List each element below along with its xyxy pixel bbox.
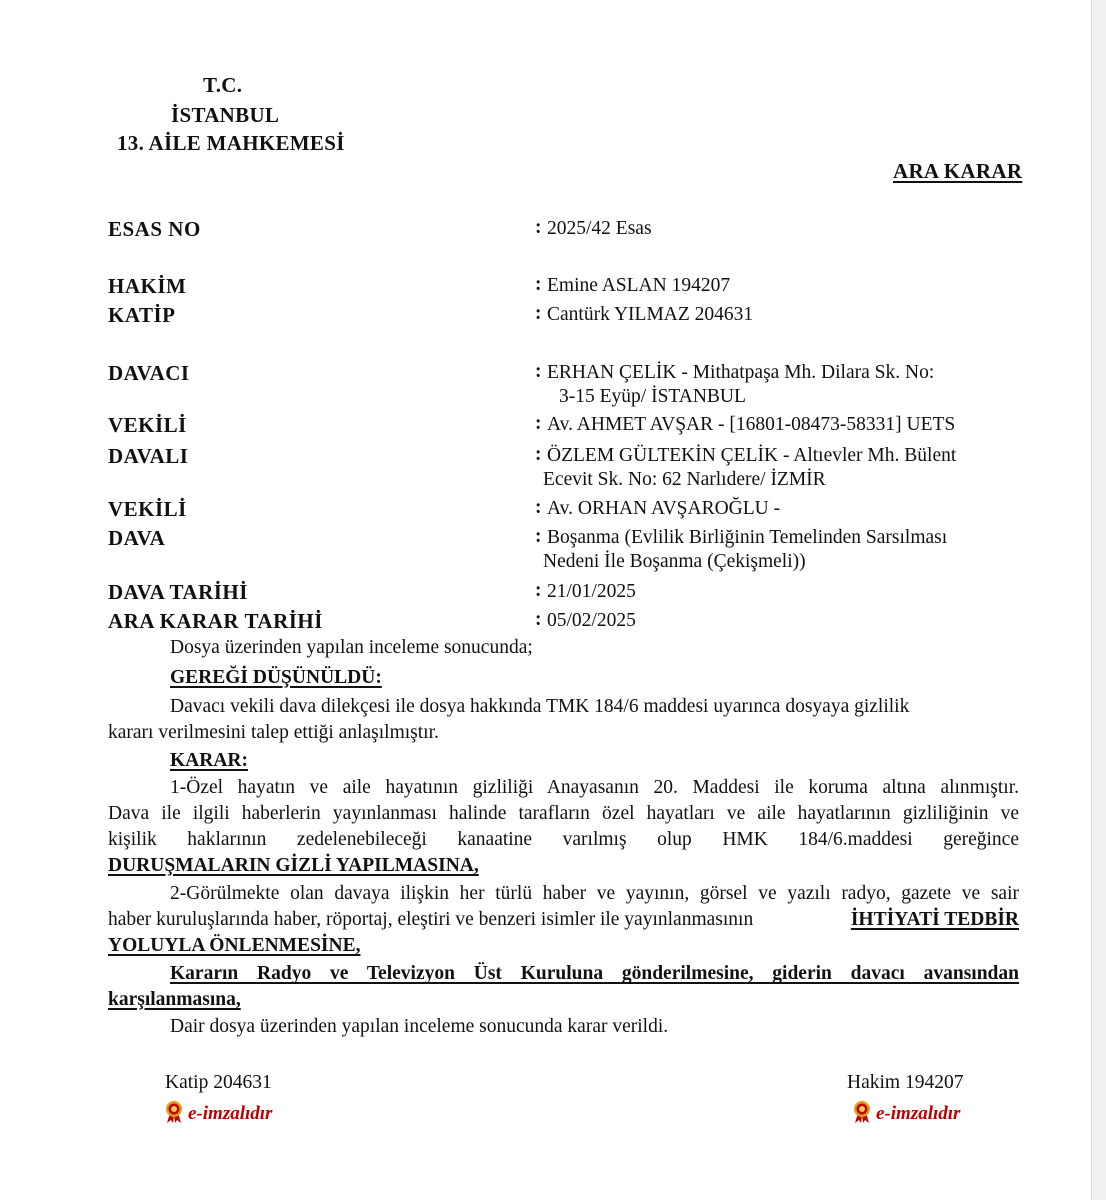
davaci-vekili-label: VEKİLİ [108,413,187,437]
dava-value-line2: Nedeni İle Boşanma (Çekişmeli)) [543,551,806,572]
item2-line2-text: haber kuruluşlarında haber, röportaj, eleştiri ve benzeri isimler ile yayınlanmasının [108,909,754,930]
davali-vekili-value: Av. ORHAN AVŞAROĞLU - [547,498,781,519]
esas-no-colon: : [535,217,542,238]
davaci-colon: : [535,361,542,382]
davali-label: DAVALI [108,444,189,468]
davali-vekili-label: VEKİLİ [108,497,187,521]
davaci-label: DAVACI [108,361,190,385]
item2-line1: 2-Görülmekte olan davaya ilişkin her türlü haber ve yayının, görsel ve yazılı radyo, gazete ve sair [170,883,1019,904]
ara-karar-tarihi-label: ARA KARAR TARİHİ [108,609,323,633]
davali-vekili-colon: : [535,497,542,518]
page-edge [1091,0,1106,1200]
dava-label: DAVA [108,526,166,550]
item1 [108,777,1019,799]
court-city: İSTANBUL [171,103,280,127]
para1-line1: Davacı vekili dava dilekçesi ile dosya hakkında TMK 184/6 maddesi uyarınca dosyaya gizlilik [170,696,910,717]
intro-text: Dosya üzerinden yapılan inceleme sonucunda; [170,637,533,658]
court-country: T.C. [203,73,243,97]
davali-value-line1: ÖZLEM GÜLTEKİN ÇELİK - Altıevler Mh. Bülent [547,445,957,466]
item1-line3: kişilik haklarının zedelenebileceği kanaatine varılmış olup HMK 184/6.maddesi gereğince [108,829,1019,850]
davali-value-line2: Ecevit Sk. No: 62 Narlıdere/ İZMİR [543,469,826,490]
katip-label: KATİP [108,303,176,327]
ara-karar-tarihi-colon: : [535,609,542,630]
davaci-vekili-colon: : [535,413,542,434]
davaci-value-line1: ERHAN ÇELİK - Mithatpaşa Mh. Dilara Sk. No: [547,362,935,383]
item3 [108,963,1019,985]
esas-no-label: ESAS NO [108,217,201,241]
davali-colon: : [535,444,542,465]
item1-line1: 1-Özel hayatın ve aile hayatının gizliliği Anayasanın 20. Maddesi ile koruma altına alınmıştır. [170,777,1019,798]
davaci-vekili-value: Av. AHMET AVŞAR - [16801-08473-58331] UETS [547,414,956,435]
item3-line2: karşılanmasına, [108,989,241,1010]
seal-icon [852,1100,872,1130]
dava-tarihi-label: DAVA TARİHİ [108,580,248,604]
item1-line2: Dava ile ilgili haberlerin yayınlanması halinde tarafların özel hayatları ve aile hayatlarının gizliliğinin ve [108,803,1019,824]
hakim-colon: : [535,274,542,295]
dava-colon: : [535,526,542,547]
item2 [108,883,1019,905]
hakim-label: HAKİM [108,274,187,298]
closing-text: Dair dosya üzerinden yapılan inceleme sonucunda karar verildi. [170,1016,669,1037]
item2-decision: YOLUYLA ÖNLENMESİNE, [108,935,361,956]
ara-karar-tarihi-value: 05/02/2025 [547,610,636,631]
hakim-value: Emine ASLAN 194207 [547,275,731,296]
dava-value-line1: Boşanma (Evlilik Birliğinin Temelinden Sarsılması [547,527,948,548]
esas-no-value: 2025/42 Esas [547,218,652,239]
katip-value: Cantürk YILMAZ 204631 [547,304,754,325]
hakim-stamp-text: e-imzalıdır [876,1103,961,1124]
hakim-signature-title: Hakim 194207 [847,1072,964,1093]
katip-stamp-text: e-imzalıdır [188,1103,273,1124]
dava-tarihi-value: 21/01/2025 [547,581,636,602]
item1-decision: DURUŞMALARIN GİZLİ YAPILMASINA, [108,855,479,876]
item3-line1: Kararın Radyo ve Televizyon Üst Kuruluna gönderilmesine, giderin davacı avansından [170,963,1019,984]
karar-heading: KARAR: [170,750,248,771]
davaci-value-line2: 3-15 Eyüp/ İSTANBUL [559,386,746,407]
para1-line2: kararı verilmesini talep ettiği anlaşılmıştır. [108,722,439,743]
seal-icon [164,1100,184,1130]
katip-signature-title: Katip 204631 [165,1072,272,1093]
item2-line2-decision: İHTİYATİ TEDBİR [850,909,1019,930]
gerekce-heading: GEREĞİ DÜŞÜNÜLDÜ: [170,667,382,688]
dava-tarihi-colon: : [535,580,542,601]
item2-line2 [108,909,1019,931]
hakim-e-signature [852,1100,960,1130]
katip-e-signature [164,1100,272,1130]
document-title: ARA KARAR [893,159,1023,183]
court-name: 13. AİLE MAHKEMESİ [117,131,345,155]
katip-colon: : [535,303,542,324]
